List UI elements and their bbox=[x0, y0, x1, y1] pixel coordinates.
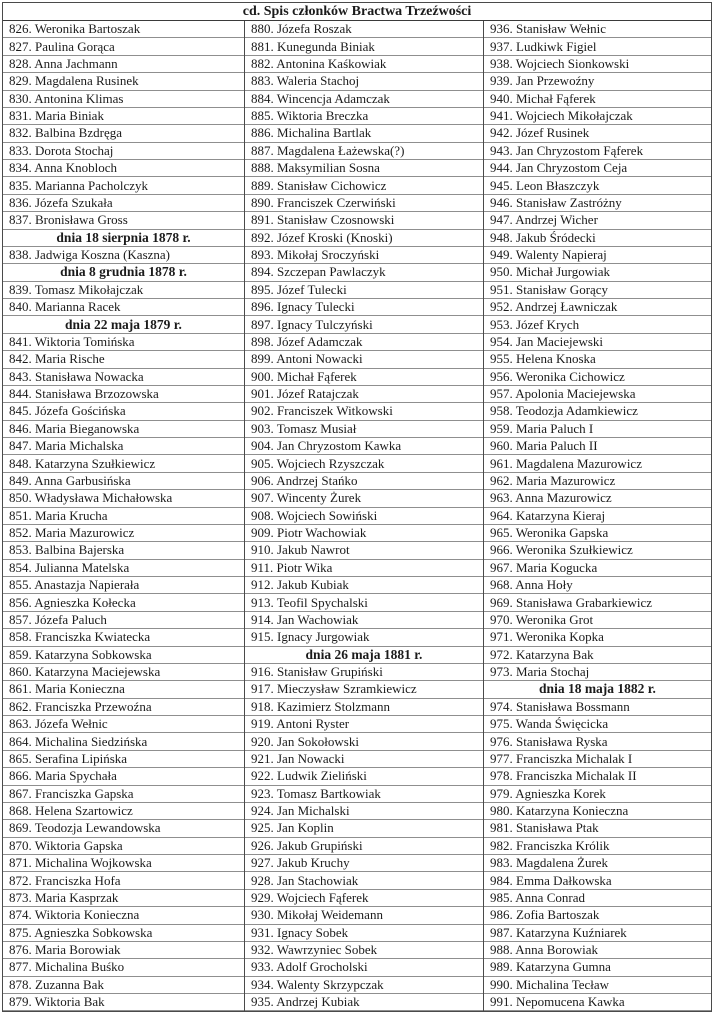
member-row: 940. Michał Fąferek bbox=[484, 91, 711, 108]
date-header-row: dnia 18 sierpnia 1878 r. bbox=[3, 230, 244, 247]
member-row: 942. Józef Rusinek bbox=[484, 125, 711, 142]
member-row: 853. Balbina Bajerska bbox=[3, 542, 244, 559]
member-row: 839. Tomasz Mikołajczak bbox=[3, 282, 244, 299]
member-row: 952. Andrzej Ławniczak bbox=[484, 299, 711, 316]
member-row: 867. Franciszka Gapska bbox=[3, 786, 244, 803]
member-row: 922. Ludwik Zieliński bbox=[245, 768, 483, 785]
member-row: 979. Agnieszka Korek bbox=[484, 786, 711, 803]
member-row: 889. Stanisław Cichowicz bbox=[245, 177, 483, 194]
member-row: 879. Wiktoria Bak bbox=[3, 994, 244, 1011]
member-row: 990. Michalina Tecław bbox=[484, 977, 711, 994]
table-column-2 bbox=[245, 21, 484, 1011]
member-row: 963. Anna Mazurowicz bbox=[484, 490, 711, 507]
member-row: 837. Bronisława Gross bbox=[3, 212, 244, 229]
member-row: 984. Emma Dałkowska bbox=[484, 872, 711, 889]
member-row: 901. Józef Ratajczak bbox=[245, 386, 483, 403]
member-row: 924. Jan Michalski bbox=[245, 803, 483, 820]
member-row: 917. Mieczysław Szramkiewicz bbox=[245, 681, 483, 698]
member-row: 971. Weronika Kopka bbox=[484, 629, 711, 646]
member-row: 916. Stanisław Grupiński bbox=[245, 664, 483, 681]
member-row: 935. Andrzej Kubiak bbox=[245, 994, 483, 1011]
member-row: 864. Michalina Siedzińska bbox=[3, 733, 244, 750]
member-row: 974. Stanisława Bossmann bbox=[484, 699, 711, 716]
member-row: 884. Wincencja Adamczak bbox=[245, 91, 483, 108]
member-row: 904. Jan Chryzostom Kawka bbox=[245, 438, 483, 455]
member-row: 936. Stanisław Wełnic bbox=[484, 21, 711, 38]
member-row: 973. Maria Stochaj bbox=[484, 664, 711, 681]
member-row: 902. Franciszek Witkowski bbox=[245, 403, 483, 420]
member-row: 915. Ignacy Jurgowiak bbox=[245, 629, 483, 646]
member-row: 881. Kunegunda Biniak bbox=[245, 38, 483, 55]
member-row: 948. Jakub Śródecki bbox=[484, 230, 711, 247]
member-row: 967. Maria Kogucka bbox=[484, 560, 711, 577]
member-row: 966. Weronika Szułkiewicz bbox=[484, 542, 711, 559]
date-header-row: dnia 26 maja 1881 r. bbox=[245, 647, 483, 664]
member-row: 878. Zuzanna Bak bbox=[3, 977, 244, 994]
date-header-row: dnia 22 maja 1879 r. bbox=[3, 316, 244, 333]
member-row: 912. Jakub Kubiak bbox=[245, 577, 483, 594]
member-row: 846. Maria Bieganowska bbox=[3, 421, 244, 438]
member-row: 961. Magdalena Mazurowicz bbox=[484, 455, 711, 472]
member-row: 988. Anna Borowiak bbox=[484, 942, 711, 959]
member-row: 874. Wiktoria Konieczna bbox=[3, 907, 244, 924]
member-row: 920. Jan Sokołowski bbox=[245, 733, 483, 750]
member-row: 929. Wojciech Fąferek bbox=[245, 890, 483, 907]
member-row: 954. Jan Maciejewski bbox=[484, 334, 711, 351]
member-row: 938. Wojciech Sionkowski bbox=[484, 56, 711, 73]
member-row: 958. Teodozja Adamkiewicz bbox=[484, 403, 711, 420]
member-row: 871. Michalina Wojkowska bbox=[3, 855, 244, 872]
member-row: 934. Walenty Skrzypczak bbox=[245, 977, 483, 994]
member-row: 927. Jakub Kruchy bbox=[245, 855, 483, 872]
member-row: 895. Józef Tulecki bbox=[245, 282, 483, 299]
member-row: 832. Balbina Bzdręga bbox=[3, 125, 244, 142]
member-row: 919. Antoni Ryster bbox=[245, 716, 483, 733]
member-row: 858. Franciszka Kwiatecka bbox=[3, 629, 244, 646]
member-row: 909. Piotr Wachowiak bbox=[245, 525, 483, 542]
member-row: 896. Ignacy Tulecki bbox=[245, 299, 483, 316]
table-column-3 bbox=[484, 21, 711, 1011]
member-row: 849. Anna Garbusińska bbox=[3, 473, 244, 490]
member-row: 850. Władysława Michałowska bbox=[3, 490, 244, 507]
member-row: 847. Maria Michalska bbox=[3, 438, 244, 455]
member-row: 905. Wojciech Rzyszczak bbox=[245, 455, 483, 472]
member-row: 950. Michał Jurgowiak bbox=[484, 264, 711, 281]
member-row: 977. Franciszka Michalak I bbox=[484, 751, 711, 768]
member-row: 890. Franciszek Czerwiński bbox=[245, 195, 483, 212]
date-header-row: dnia 8 grudnia 1878 r. bbox=[3, 264, 244, 281]
member-row: 944. Jan Chryzostom Ceja bbox=[484, 160, 711, 177]
member-row: 841. Wiktoria Tomińska bbox=[3, 334, 244, 351]
member-row: 868. Helena Szartowicz bbox=[3, 803, 244, 820]
member-row: 861. Maria Konieczna bbox=[3, 681, 244, 698]
member-row: 957. Apolonia Maciejewska bbox=[484, 386, 711, 403]
member-row: 903. Tomasz Musiał bbox=[245, 421, 483, 438]
member-row: 882. Antonina Kaśkowiak bbox=[245, 56, 483, 73]
member-row: 842. Maria Rische bbox=[3, 351, 244, 368]
member-row: 830. Antonina Klimas bbox=[3, 91, 244, 108]
member-row: 865. Serafina Lipińska bbox=[3, 751, 244, 768]
member-row: 885. Wiktoria Breczka bbox=[245, 108, 483, 125]
member-row: 941. Wojciech Mikołajczak bbox=[484, 108, 711, 125]
member-row: 872. Franciszka Hofa bbox=[3, 872, 244, 889]
member-row: 900. Michał Fąferek bbox=[245, 369, 483, 386]
member-row: 835. Marianna Pacholczyk bbox=[3, 177, 244, 194]
member-row: 964. Katarzyna Kieraj bbox=[484, 508, 711, 525]
member-row: 923. Tomasz Bartkowiak bbox=[245, 786, 483, 803]
member-row: 834. Anna Knobloch bbox=[3, 160, 244, 177]
member-row: 914. Jan Wachowiak bbox=[245, 612, 483, 629]
member-row: 921. Jan Nowacki bbox=[245, 751, 483, 768]
member-row: 828. Anna Jachmann bbox=[3, 56, 244, 73]
member-row: 906. Andrzej Stańko bbox=[245, 473, 483, 490]
member-row: 910. Jakub Nawrot bbox=[245, 542, 483, 559]
member-row: 852. Maria Mazurowicz bbox=[3, 525, 244, 542]
member-row: 829. Magdalena Rusinek bbox=[3, 73, 244, 90]
member-row: 986. Zofia Bartoszak bbox=[484, 907, 711, 924]
member-row: 968. Anna Hoły bbox=[484, 577, 711, 594]
member-row: 991. Nepomucena Kawka bbox=[484, 994, 711, 1011]
member-row: 891. Stanisław Czosnowski bbox=[245, 212, 483, 229]
member-row: 946. Stanisław Zastróżny bbox=[484, 195, 711, 212]
member-row: 898. Józef Adamczak bbox=[245, 334, 483, 351]
member-row: 965. Weronika Gapska bbox=[484, 525, 711, 542]
member-row: 870. Wiktoria Gapska bbox=[3, 838, 244, 855]
member-row: 845. Józefa Gościńska bbox=[3, 403, 244, 420]
member-row: 932. Wawrzyniec Sobek bbox=[245, 942, 483, 959]
member-row: 947. Andrzej Wicher bbox=[484, 212, 711, 229]
member-row: 838. Jadwiga Koszna (Kaszna) bbox=[3, 247, 244, 264]
member-row: 928. Jan Stachowiak bbox=[245, 872, 483, 889]
member-row: 848. Katarzyna Szułkiewicz bbox=[3, 455, 244, 472]
member-row: 883. Waleria Stachoj bbox=[245, 73, 483, 90]
member-row: 869. Teodozja Lewandowska bbox=[3, 820, 244, 837]
member-row: 939. Jan Przewoźny bbox=[484, 73, 711, 90]
member-row: 860. Katarzyna Maciejewska bbox=[3, 664, 244, 681]
member-row: 981. Stanisława Ptak bbox=[484, 820, 711, 837]
member-row: 960. Maria Paluch II bbox=[484, 438, 711, 455]
member-row: 892. Józef Kroski (Knoski) bbox=[245, 230, 483, 247]
member-row: 955. Helena Knoska bbox=[484, 351, 711, 368]
member-row: 875. Agnieszka Sobkowska bbox=[3, 925, 244, 942]
member-row: 893. Mikołaj Sroczyński bbox=[245, 247, 483, 264]
member-row: 926. Jakub Grupiński bbox=[245, 838, 483, 855]
member-row: 972. Katarzyna Bak bbox=[484, 647, 711, 664]
member-row: 886. Michalina Bartlak bbox=[245, 125, 483, 142]
member-row: 899. Antoni Nowacki bbox=[245, 351, 483, 368]
member-list-table bbox=[2, 2, 712, 1012]
member-row: 876. Maria Borowiak bbox=[3, 942, 244, 959]
member-row: 925. Jan Koplin bbox=[245, 820, 483, 837]
member-row: 873. Maria Kasprzak bbox=[3, 890, 244, 907]
member-row: 862. Franciszka Przewoźna bbox=[3, 699, 244, 716]
member-row: 943. Jan Chryzostom Fąferek bbox=[484, 143, 711, 160]
member-row: 956. Weronika Cichowicz bbox=[484, 369, 711, 386]
member-row: 982. Franciszka Królik bbox=[484, 838, 711, 855]
member-row: 833. Dorota Stochaj bbox=[3, 143, 244, 160]
member-row: 959. Maria Paluch I bbox=[484, 421, 711, 438]
member-row: 962. Maria Mazurowicz bbox=[484, 473, 711, 490]
member-row: 840. Marianna Racek bbox=[3, 299, 244, 316]
member-row: 976. Stanisława Ryska bbox=[484, 733, 711, 750]
member-row: 863. Józefa Wełnic bbox=[3, 716, 244, 733]
member-row: 836. Józefa Szukała bbox=[3, 195, 244, 212]
member-row: 951. Stanisław Gorący bbox=[484, 282, 711, 299]
member-row: 894. Szczepan Pawlaczyk bbox=[245, 264, 483, 281]
member-row: 831. Maria Biniak bbox=[3, 108, 244, 125]
member-row: 978. Franciszka Michalak II bbox=[484, 768, 711, 785]
member-row: 826. Weronika Bartoszak bbox=[3, 21, 244, 38]
member-row: 980. Katarzyna Konieczna bbox=[484, 803, 711, 820]
member-row: 985. Anna Conrad bbox=[484, 890, 711, 907]
member-row: 913. Teofil Spychalski bbox=[245, 594, 483, 611]
member-row: 983. Magdalena Żurek bbox=[484, 855, 711, 872]
member-row: 887. Magdalena Łażewska(?) bbox=[245, 143, 483, 160]
member-row: 827. Paulina Gorąca bbox=[3, 38, 244, 55]
member-row: 857. Józefa Paluch bbox=[3, 612, 244, 629]
member-row: 854. Julianna Matelska bbox=[3, 560, 244, 577]
member-row: 843. Stanisława Nowacka bbox=[3, 369, 244, 386]
member-row: 930. Mikołaj Weidemann bbox=[245, 907, 483, 924]
member-row: 933. Adolf Grocholski bbox=[245, 959, 483, 976]
member-row: 953. Józef Krych bbox=[484, 316, 711, 333]
member-row: 949. Walenty Napieraj bbox=[484, 247, 711, 264]
page-title: cd. Spis członków Bractwa Trzeźwości bbox=[3, 3, 711, 21]
member-row: 975. Wanda Święcicka bbox=[484, 716, 711, 733]
member-row: 888. Maksymilian Sosna bbox=[245, 160, 483, 177]
member-row: 851. Maria Krucha bbox=[3, 508, 244, 525]
member-row: 931. Ignacy Sobek bbox=[245, 925, 483, 942]
member-row: 877. Michalina Buśko bbox=[3, 959, 244, 976]
member-row: 855. Anastazja Napierała bbox=[3, 577, 244, 594]
member-row: 859. Katarzyna Sobkowska bbox=[3, 647, 244, 664]
member-row: 970. Weronika Grot bbox=[484, 612, 711, 629]
member-row: 844. Stanisława Brzozowska bbox=[3, 386, 244, 403]
member-row: 937. Ludkiwk Figiel bbox=[484, 38, 711, 55]
member-row: 907. Wincenty Żurek bbox=[245, 490, 483, 507]
member-row: 866. Maria Spychała bbox=[3, 768, 244, 785]
member-row: 856. Agnieszka Kołecka bbox=[3, 594, 244, 611]
member-row: 989. Katarzyna Gumna bbox=[484, 959, 711, 976]
member-row: 987. Katarzyna Kuźniarek bbox=[484, 925, 711, 942]
member-row: 880. Józefa Roszak bbox=[245, 21, 483, 38]
member-row: 918. Kazimierz Stolzmann bbox=[245, 699, 483, 716]
member-row: 911. Piotr Wika bbox=[245, 560, 483, 577]
member-row: 969. Stanisława Grabarkiewicz bbox=[484, 594, 711, 611]
date-header-row: dnia 18 maja 1882 r. bbox=[484, 681, 711, 698]
member-row: 897. Ignacy Tulczyński bbox=[245, 316, 483, 333]
table-columns bbox=[3, 21, 711, 1011]
member-row: 908. Wojciech Sowiński bbox=[245, 508, 483, 525]
table-column-1 bbox=[3, 21, 245, 1011]
member-row: 945. Leon Błaszczyk bbox=[484, 177, 711, 194]
